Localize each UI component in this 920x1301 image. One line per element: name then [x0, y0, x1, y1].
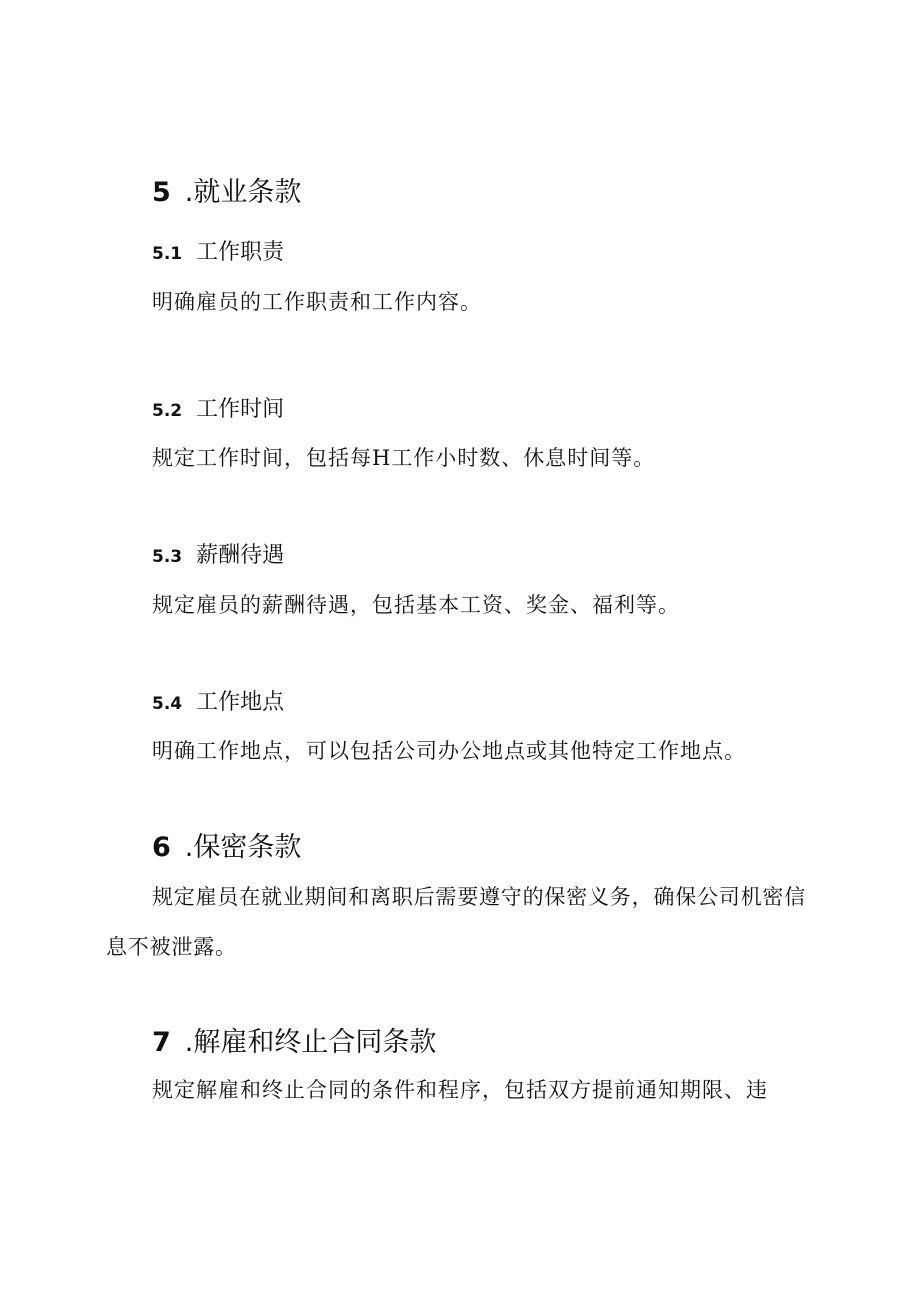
- section-number: 7: [152, 1027, 171, 1058]
- section-title: .保密条款: [184, 832, 302, 863]
- subsection-number: 5.4: [152, 694, 183, 714]
- section-body-7: 规定解雇和终止合同的条件和程序，包括双方提前通知期限、违: [152, 1078, 768, 1102]
- section-heading-6: [152, 831, 301, 865]
- subsection-title: 薪酬待遇: [196, 543, 285, 568]
- subsection-title: 工作地点: [196, 690, 285, 715]
- subsection-number: 5.2: [152, 401, 183, 421]
- subsection-body-5-4: 明确工作地点，可以包括公司办公地点或其他特定工作地点。: [152, 739, 746, 763]
- section-number: 5: [152, 177, 171, 208]
- subsection-body-5-1: 明确雇员的工作职责和工作内容。: [152, 290, 482, 314]
- subsection-heading-5-2: [152, 396, 284, 425]
- subsection-number: 5.1: [152, 244, 183, 264]
- subsection-number: 5.3: [152, 547, 183, 567]
- subsection-body-5-3: 规定雇员的薪酬待遇，包括基本工资、奖金、福利等。: [152, 593, 680, 617]
- subsection-heading-5-3: [152, 542, 284, 571]
- subsection-heading-5-4: [152, 689, 284, 718]
- section-number: 6: [152, 832, 171, 863]
- subsection-title: 工作时间: [196, 397, 285, 422]
- section-body-6: 规定雇员在就业期间和离职后需要遵守的保密义务，确保公司机密信息不被泄露。: [106, 885, 806, 959]
- section-heading-7: [152, 1026, 436, 1060]
- section-title: .解雇和终止合同条款: [184, 1027, 437, 1058]
- section-title: .就业条款: [184, 177, 302, 208]
- section-heading-5: [152, 176, 301, 210]
- subsection-title: 工作职责: [196, 240, 285, 265]
- subsection-body-5-2: 规定工作时间，包括每H工作小时数、休息时间等。: [152, 446, 656, 470]
- subsection-heading-5-1: [152, 239, 284, 268]
